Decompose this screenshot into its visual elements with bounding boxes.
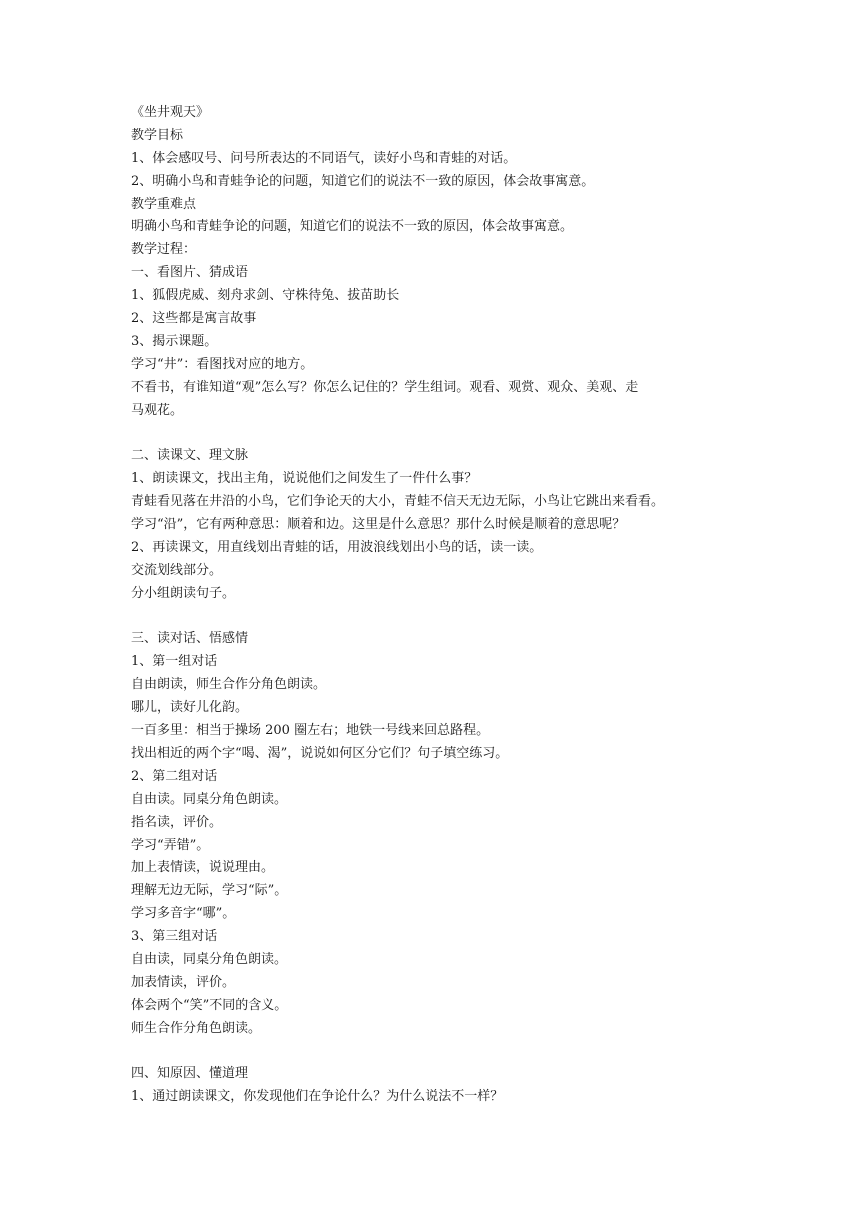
text-line: 1、狐假虎威、刻舟求剑、守株待兔、拔苗助长	[131, 288, 400, 304]
text-line: 马观花。	[131, 402, 184, 418]
text-line: 明确小鸟和青蛙争论的问题，知道它们的说法不一致的原因，体会故事寓意。	[131, 219, 574, 235]
text-line: 一、看图片、猜成语	[131, 265, 249, 281]
text-line: 1、朗读课文，找出主角，说说他们之间发生了一件什么事？	[131, 471, 478, 487]
blank-line	[131, 606, 741, 629]
text-line: 2、再读课文，用直线划出青蛙的话，用波浪线划出小鸟的话，读一读。	[131, 539, 543, 555]
text-line: 2、明确小鸟和青蛙争论的问题，知道它们的说法不一致的原因，体会故事寓意。	[131, 173, 595, 189]
text-line: 哪儿，读好儿化韵。	[131, 700, 249, 716]
blank-line	[131, 422, 741, 445]
text-line: 3、揭示课题。	[131, 333, 218, 349]
document-title: 《坐井观天》	[131, 105, 210, 120]
text-line: 交流划线部分。	[131, 562, 223, 578]
text-line: 找出相近的两个字“喝、渴”，说说如何区分它们？句子填空练习。	[131, 745, 509, 761]
text-line: 自由读。同桌分角色朗读。	[131, 791, 288, 807]
text-line: 加上表情读，说说理由。	[131, 860, 275, 876]
text-line: 教学过程：	[131, 242, 197, 258]
text-line: 理解无边无际，学习“际”。	[131, 883, 288, 899]
text-line: 1、体会感叹号、问号所表达的不同语气，读好小鸟和青蛙的对话。	[131, 150, 517, 166]
document-body	[131, 125, 741, 1109]
blank-line	[131, 1041, 741, 1064]
text-line: 指名读，评价。	[131, 814, 223, 830]
text-line: 教学目标	[131, 127, 184, 143]
text-line: 分小组朗读句子。	[131, 585, 236, 601]
text-line: 不看书，有谁知道“观”怎么写？你怎么记住的？学生组词。观看、观赏、观众、美观、走	[131, 379, 639, 395]
text-line: 二、读课文、理文脉	[131, 448, 249, 464]
text-line: 自由读，同桌分角色朗读。	[131, 951, 288, 967]
text-line: 1、第一组对话	[131, 654, 218, 670]
text-line: 自由朗读，师生合作分角色朗读。	[131, 677, 327, 693]
text-line: 1、通过朗读课文，你发现他们在争论什么？为什么说法不一样？	[131, 1089, 504, 1105]
text-line: 三、读对话、悟感情	[131, 631, 249, 647]
text-line: 体会两个“笑”不同的含义。	[131, 997, 288, 1013]
text-line: 学习“弄错”。	[131, 837, 210, 853]
text-line: 学习多音字“哪”。	[131, 906, 236, 922]
document-page	[131, 102, 741, 1109]
text-line: 四、知原因、懂道理	[131, 1066, 249, 1082]
text-line: 教学重难点	[131, 196, 197, 212]
text-line: 3、第三组对话	[131, 929, 218, 945]
text-line: 一百多里：相当于操场 200 圈左右；地铁一号线来回总路程。	[131, 723, 490, 739]
text-line: 学习“井”：看图找对应的地方。	[131, 356, 314, 372]
text-line: 加表情读，评价。	[131, 974, 236, 990]
text-line: 师生合作分角色朗读。	[131, 1020, 262, 1036]
text-line: 青蛙看见落在井沿的小鸟，它们争论天的大小，青蛙不信天无边无际，小鸟让它跳出来看看。	[131, 494, 665, 510]
text-line: 2、第二组对话	[131, 768, 218, 784]
text-line: 2、这些都是寓言故事	[131, 311, 257, 327]
text-line: 学习“沿”，它有两种意思：顺着和边。这里是什么意思？那什么时候是顺着的意思呢？	[131, 517, 626, 533]
